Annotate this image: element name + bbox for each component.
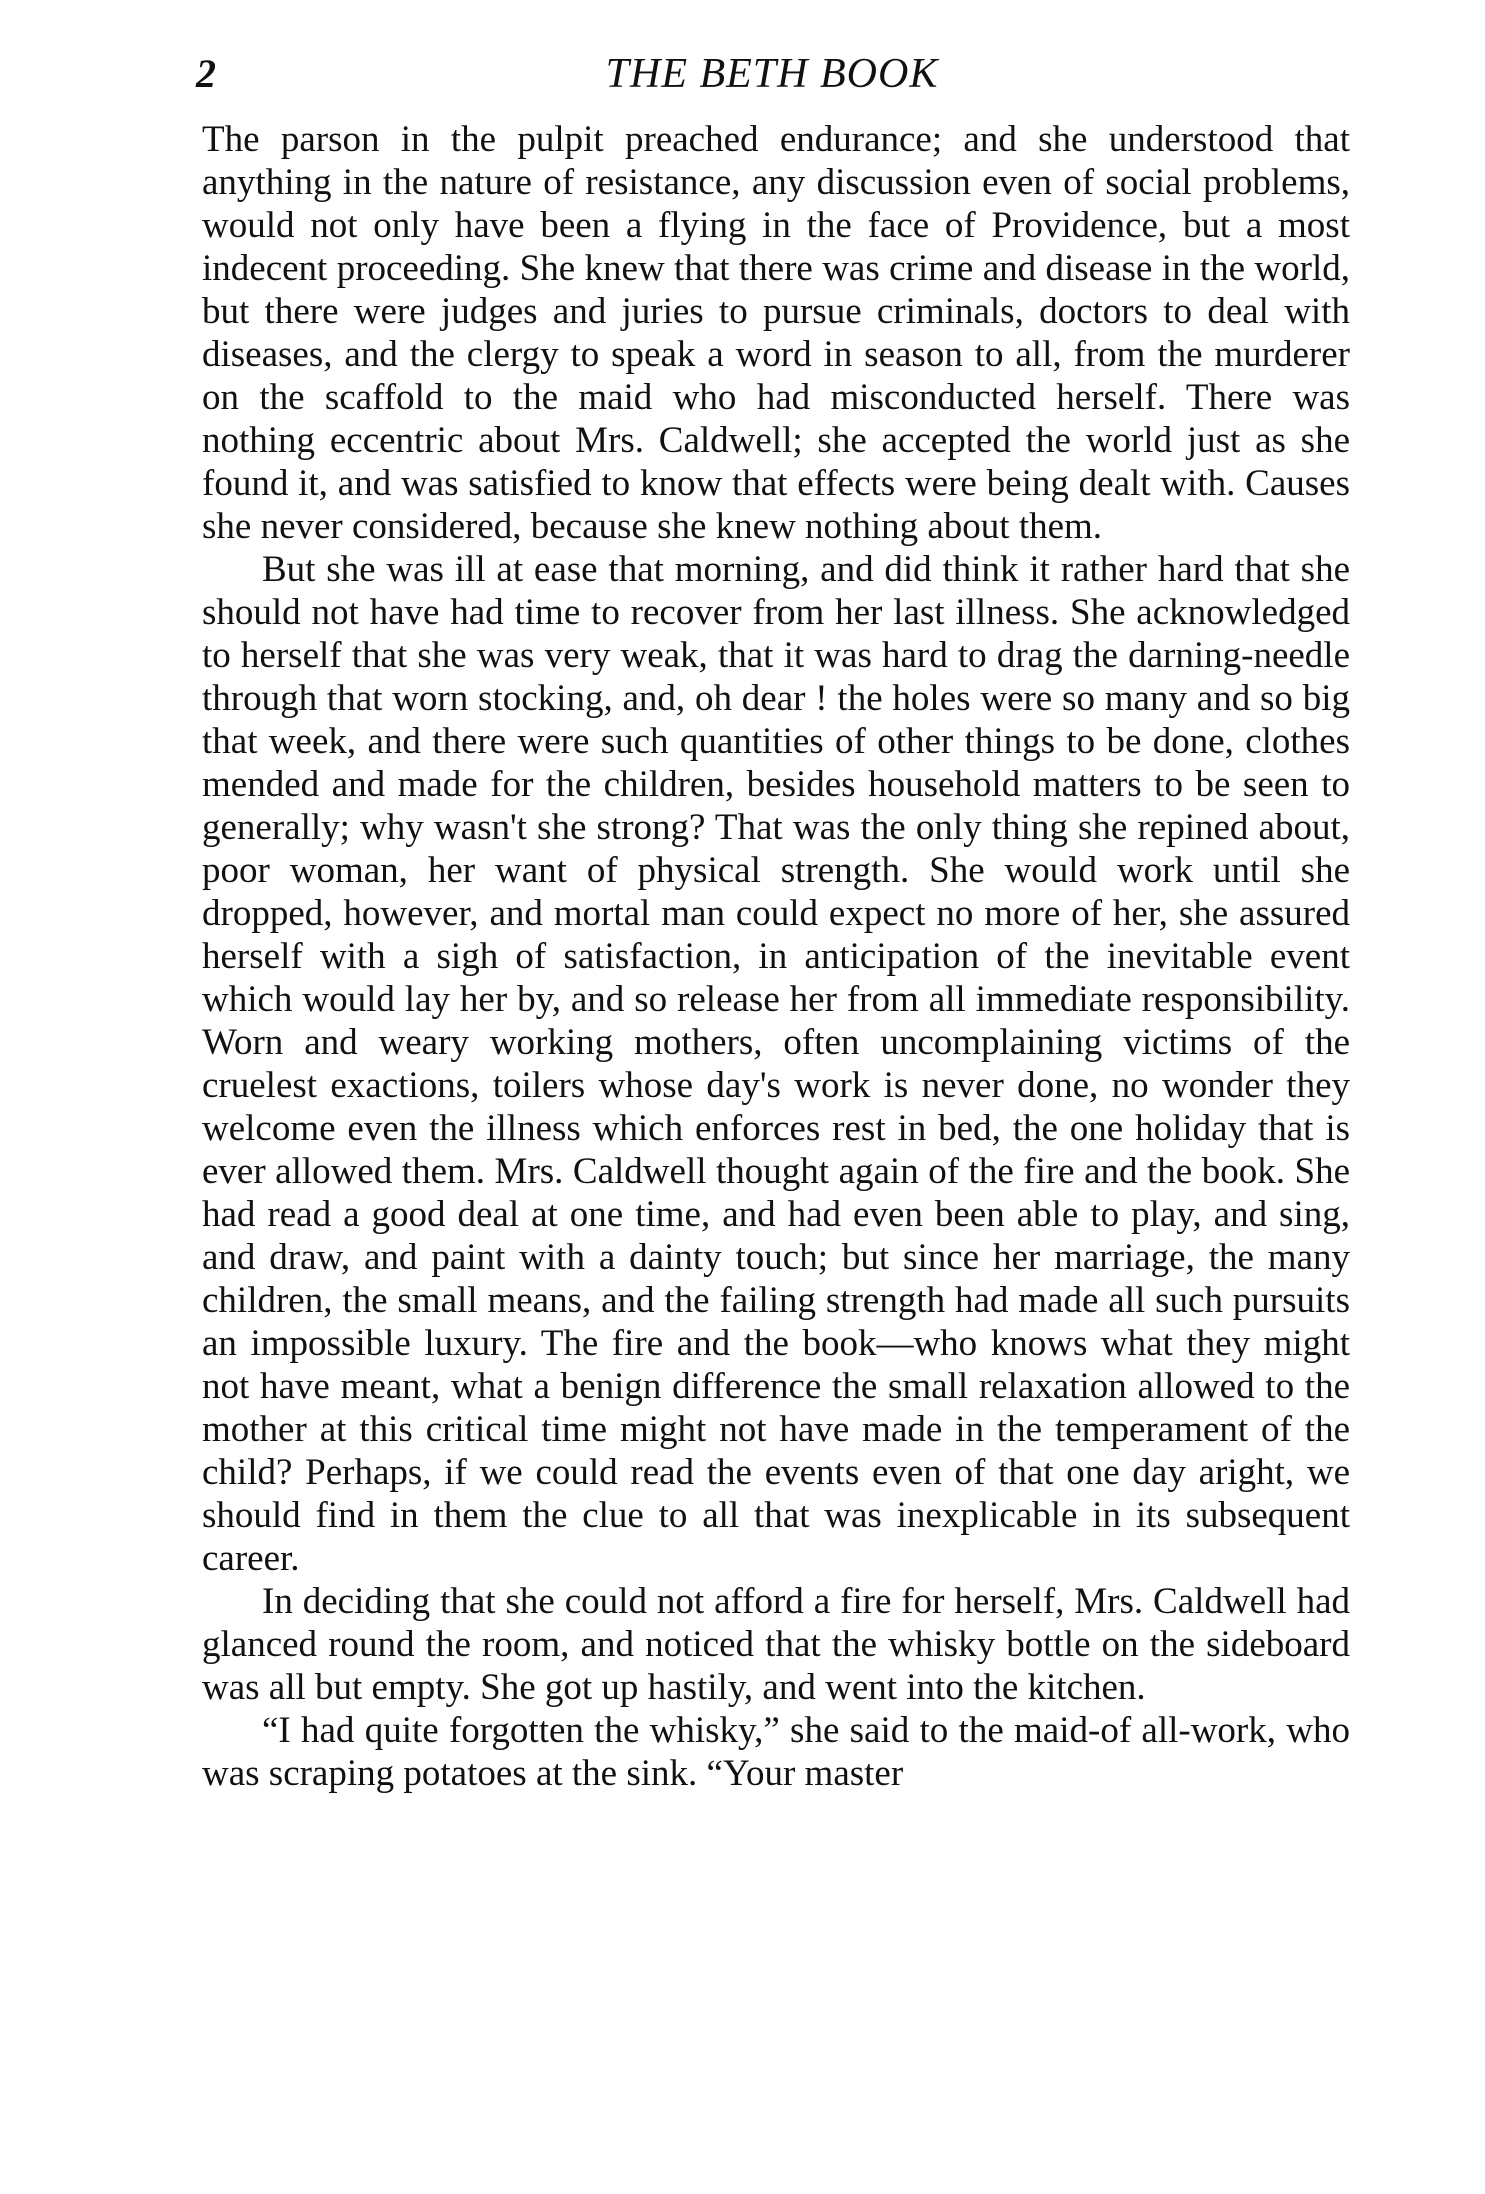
running-title: THE BETH BOOK [605,51,939,97]
paragraph: “I had quite forgotten the whisky,” she said to the maid-of all-work, who was scraping potatoes at the sink. “Your master [202,1710,1350,1794]
paragraph: The parson in the pulpit preached endurance; and she understood that anything in the nature of resistance, any discussion even of social problems, would not only have been a flying in the face of Providence, but a most indecent proceeding. She knew that there was crime and disease in the world, but there were judges and juries to pursue criminals, doctors to deal with diseases, and the clergy to speak a word in season to all, from the murderer on the scaffold to the maid who had misconducted herself. There was nothing eccentric about Mrs. Caldwell; she accepted the world just as she found it, and was satisfied to know that effects were being dealt with. Causes she never considered, because she knew nothing about them. [202,119,1350,547]
page-number: 2 [196,51,216,96]
running-head [196,44,1348,104]
paragraph: But she was ill at ease that morning, and did think it rather hard that she should not have had time to recover from her last illness. She acknowledged to herself that she was very weak, that it was hard to drag the darning-needle through that worn stocking, and, oh dear ! the holes were so many and so big that week, and there were such quantities of other things to be done, clothes mended and made for the children, besides household matters to be seen to generally; why wasn't she strong? That was the only thing she repined about, poor woman, her want of physical strength. She would work until she dropped, however, and mortal man could expect no more of her, she assured herself with a sigh of satisfaction, in anticipation of the inevitable event which would lay her by, and so release her from all immediate responsibility. Worn and weary working mothers, often uncomplaining victims of the cruelest exactions, toilers whose day's work is never done, no wonder they welcome even the illness which enforces rest in bed, the one holiday that is ever allowed them. Mrs. Caldwell thought again of the fire and the book. She had read a good deal at one time, and had even been able to play, and sing, and draw, and paint with a dainty touch; but since her marriage, the many children, the small means, and the failing strength had made all such pursuits an impossible luxury. The fire and the book—who knows what they might not have meant, what a benign difference the small relaxation allowed to the mother at this critical time might not have made in the temperament of the child? Perhaps, if we could read the events even of that one day aright, we should find in them the clue to all that was inexplicable in its subsequent career. [202,549,1350,1579]
paragraph: In deciding that she could not afford a fire for herself, Mrs. Caldwell had glanced round the room, and noticed that the whisky bottle on the sideboard was all but empty. She got up hastily, and went into the kitchen. [202,1581,1350,1708]
body-text [202,118,1350,1795]
